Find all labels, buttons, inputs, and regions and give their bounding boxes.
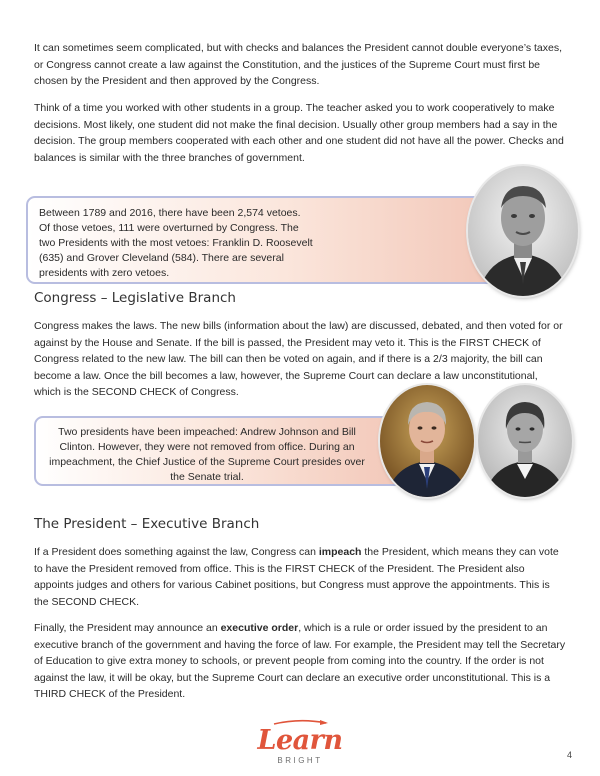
executive-order-term: executive order [220,622,299,634]
learn-bright-logo [248,718,352,768]
impeachment-callout-text: Two presidents have been impeached: Andrew Johnson and Bill Clinton. However, they were not removed from office. During an impeachment, the Chief Justice of the Supreme Court presides over the Senate trial. [49,426,365,483]
impeach-text-start: If a President does something against the law, Congress can [34,546,319,558]
vetoes-callout-text: Between 1789 and 2016, there have been 2,574 vetoes. Of those vetoes, 111 were overturned by Congress. The two Presidents with the most vetoes: Franklin D. Roosevelt (635) and Grover Cleveland (584). There are several presidents with zero vetoes. [39,207,313,279]
executive-order-text-end: , which is a rule or order issued by the president to an executive branch of the government and having the force of law. For example, the President may tell the Secretary of Education to give extra money to schools, or prevent people from coming into the country. If the order is not against the law, it will be okay, but the Supreme Court can declare an executive order unconstitutional. This is a THIRD CHECK of the President. [34,622,566,700]
impeach-term: impeach [318,546,362,558]
fdr-portrait [468,166,578,296]
impeach-text-end: the President, which means they can vote to have the President removed from office. This is the FIRST CHECK of the President. The President also appoints judges and others for various Cabinet positions, but Congress must approve the appointments. This is the SECOND CHECK. [34,546,559,608]
andrew-johnson-portrait [478,385,572,497]
executive-order-paragraph [34,620,566,703]
vetoes-callout [26,196,496,284]
clinton-portrait [380,385,474,497]
congress-heading: Congress – Legislative Branch [34,290,236,306]
president-heading: The President – Executive Branch [34,516,260,532]
logo-subtitle: BRIGHT [277,756,323,765]
executive-order-text-start: Finally, the President may announce an [34,622,221,634]
group-work-paragraph: Think of a time you worked with other students in a group. The teacher asked you to work cooperatively to make decisions. Most likely, one student did not make the final decision. Usually other group members had a say in the decision. The group members cooperated with each other and one student did not have all the power. Checks and balances is similar with the three branches of government. [34,102,564,164]
impeach-paragraph [34,544,566,610]
congress-paragraph: Congress makes the laws. The new bills (information about the law) are discussed, debated, and then voted for or against by the House and Senate. If the bill is passed, the President may veto it. This is the FIRST CHECK of Congress related to the new law. The bill can then be voted on again, and if there is a 2/3 majority, the bill can become a law. Once the bill becomes a law, however, the Supreme Court can declare a law unconstitutional, which is the SECOND CHECK of Congress. [34,320,563,398]
intro-paragraph: It can sometimes seem complicated, but with checks and balances the President cannot double everyone’s taxes, or Congress cannot create a law against the Constitution, and the justices of the Supreme Court must first be chosen by the President and then approved by the Congress. [34,42,563,87]
impeachment-callout [34,416,406,486]
logo-word: Learn [257,725,343,756]
page-number: 4 [566,750,572,760]
